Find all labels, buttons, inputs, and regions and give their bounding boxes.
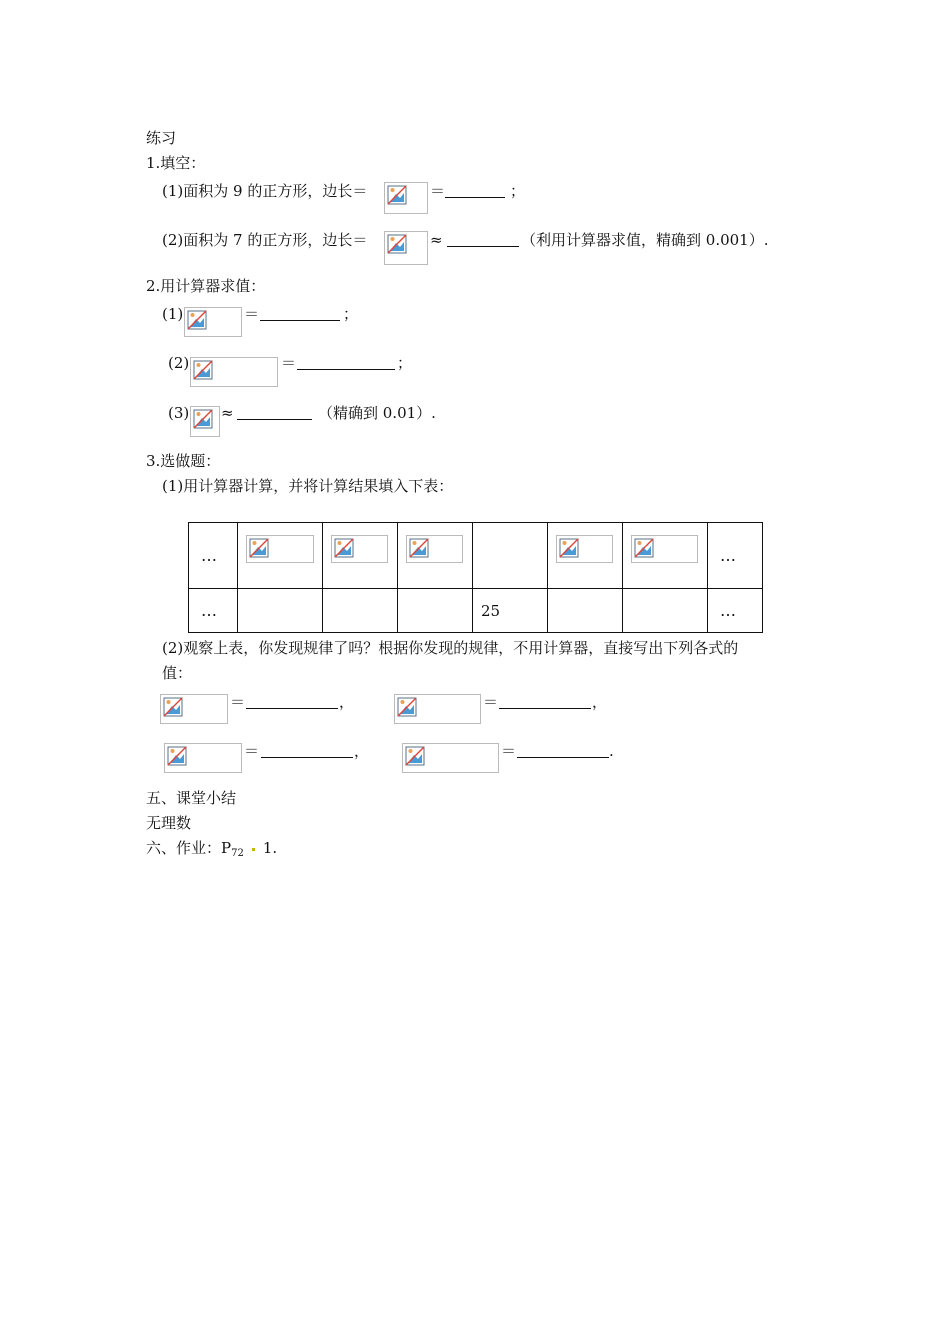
answer-blank[interactable] [261,743,353,758]
comma: ， [354,742,370,760]
answer-blank[interactable] [517,743,609,758]
q2-part2-end: ； [397,354,413,372]
comma: ， [592,693,608,711]
q1-part1-text: (1)面积为 9 的正方形，边长＝ [162,182,368,200]
q2-part1-equals: ＝ [244,305,260,323]
q1-part1-equals: ＝ [430,182,446,200]
homework-page-number: 72 [231,848,244,859]
table-cell [398,523,473,589]
table-cell [623,523,708,589]
summary-title: 五、课堂小结 [146,789,237,807]
formula-image-icon [184,307,242,337]
q2-part3-approx: ≈ [221,404,234,422]
period: . [609,742,614,760]
q3-part2-text: (2)观察上表，你发现规律了吗？根据你发现的规律，不用计算器，直接写出下列各式的 [162,639,739,657]
ellipsis-cell: … [189,589,238,633]
formula-image-icon [331,535,388,563]
q2-part2-label: (2) [168,354,190,372]
question-1-title: 1.填空： [146,154,206,172]
answer-blank[interactable] [447,232,519,247]
equals-sign: ＝ [483,693,499,711]
dot-mark [252,848,255,851]
question-2-title: 2.用计算器求值： [146,277,266,295]
q1-part2-text: (2)面积为 7 的正方形，边长＝ [162,231,368,249]
formula-image-icon [190,357,278,387]
q1-part2-approx: ≈ [430,231,443,249]
q2-part1-end: ； [343,305,359,323]
table-cell[interactable] [238,589,323,633]
table-cell [323,523,398,589]
formula-image-icon [406,535,463,563]
q1-part2-note: （利用计算器求值，精确到 0.001）. [521,231,769,249]
formula-image-icon [631,535,698,563]
formula-image-icon [160,694,228,724]
homework-item: 1. [262,839,278,857]
formula-image-icon [164,743,242,773]
section-heading: 练习 [146,129,177,147]
answer-blank[interactable] [445,183,505,198]
homework-line [146,838,277,864]
table-row [189,589,763,633]
table-row [189,523,763,589]
formula-image-icon [190,406,220,437]
q2-part3-label: (3) [168,404,190,422]
q1-part1-end: ； [510,182,526,200]
ellipsis-cell: … [708,589,763,633]
table-cell[interactable] [623,589,708,633]
table-cell [473,523,548,589]
q3-part2-text-cont: 值： [162,664,193,682]
table-cell[interactable] [548,589,623,633]
equals-sign: ＝ [501,742,517,760]
table-cell[interactable] [398,589,473,633]
comma: ， [339,693,355,711]
equals-sign: ＝ [244,742,260,760]
homework-label: 六、作业：P [146,839,232,857]
table-cell [548,523,623,589]
q2-part1-label: (1) [162,305,184,323]
ellipsis-cell: … [708,523,763,589]
q2-part3-note: （精确到 0.01）. [318,404,436,422]
summary-content: 无理数 [146,814,192,832]
q3-part1-text: (1)用计算器计算，并将计算结果填入下表： [162,477,454,495]
table-cell[interactable] [323,589,398,633]
answer-blank[interactable] [260,306,340,321]
formula-image-icon [394,694,481,724]
formula-image-icon [556,535,613,563]
answer-blank[interactable] [297,355,395,370]
formula-image-icon [384,231,428,265]
table-cell-value: 25 [473,589,548,633]
formula-image-icon [246,535,314,563]
answer-blank[interactable] [499,694,591,709]
q2-part2-equals: ＝ [281,354,297,372]
formula-image-icon [402,743,499,773]
equals-sign: ＝ [230,693,246,711]
table-cell [238,523,323,589]
formula-image-icon [384,182,428,214]
answer-blank[interactable] [246,694,338,709]
results-table [188,522,763,633]
ellipsis-cell: … [189,523,238,589]
question-3-title: 3.选做题： [146,452,221,470]
answer-blank[interactable] [237,405,312,420]
